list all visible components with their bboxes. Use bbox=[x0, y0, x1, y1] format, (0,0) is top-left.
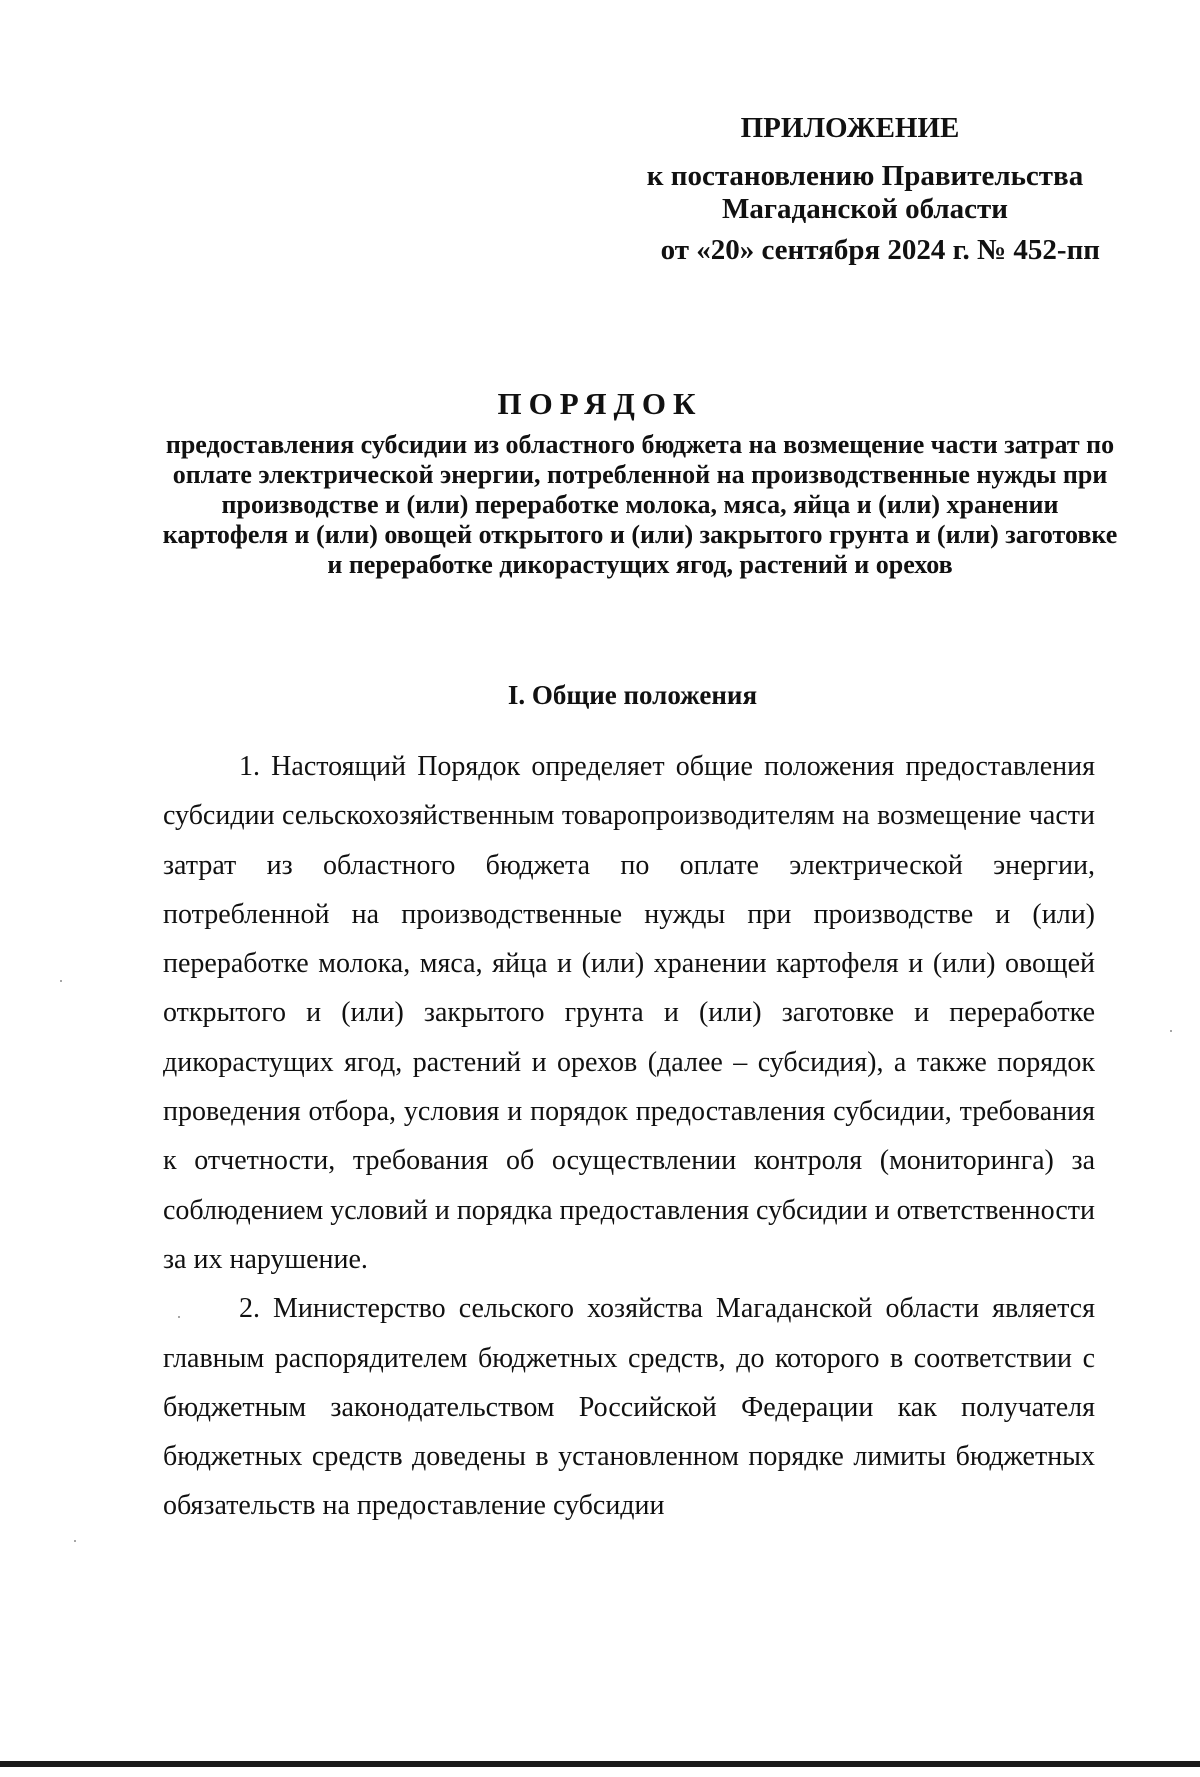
scan-bottom-edge bbox=[0, 1761, 1200, 1767]
appendix-date-number-line: от «20» сентября 2024 г. № 452-пп bbox=[660, 234, 1100, 266]
scan-speck bbox=[178, 1316, 180, 1318]
scan-speck bbox=[74, 1540, 76, 1542]
document-subtitle: предоставления субсидии из областного бюджета на возмещение части затрат по оплате электрической энергии, потребленной на производственные нужды при производстве и (или) переработке молока, мяса, яйца и (или) хранении картофеля и (или) овощей открытого и (или) закрытого грунта и (или) заготовке и переработке дикорастущих ягод, растений и орехов bbox=[162, 430, 1118, 579]
document-title: ПОРЯДОК bbox=[497, 386, 703, 421]
appendix-title: ПРИЛОЖЕНИЕ bbox=[740, 112, 960, 144]
appendix-resolution-line: к постановлению Правительства bbox=[646, 160, 1084, 192]
body-text bbox=[163, 742, 1095, 1531]
paragraph-2: 2. Министерство сельского хозяйства Магаданской области является главным распорядителем бюджетных средств, до которого в соответствии с бюджетным законодательством Российской Федерации как получателя бюджетных средств доведены в установленном порядке лимиты бюджетных обязательств на предоставление субсидии bbox=[163, 1293, 1095, 1522]
scan-speck bbox=[1170, 1030, 1172, 1032]
section-heading: I. Общие положения bbox=[507, 680, 758, 710]
appendix-region-line: Магаданской области bbox=[722, 193, 1008, 225]
scan-speck bbox=[60, 980, 62, 982]
paragraph-1: 1. Настоящий Порядок определяет общие положения предоставления субсидии сельскохозяйственным товаропроизводителям на возмещение части затрат из областного бюджета по оплате электрической энергии, потребленной на производственные нужды при производстве и (или) переработке молока, мяса, яйца и (или) хранении картофеля и (или) овощей открытого и (или) закрытого грунта и (или) заготовке и переработке дикорастущих ягод, растений и орехов (далее – субсидия), а также порядок проведения отбора, условия и порядок предоставления субсидии, требования к отчетности, требования об осуществлении контроля (мониторинга) за соблюдением условий и порядка предоставления субсидии и ответственности за их нарушение. bbox=[163, 751, 1095, 1275]
